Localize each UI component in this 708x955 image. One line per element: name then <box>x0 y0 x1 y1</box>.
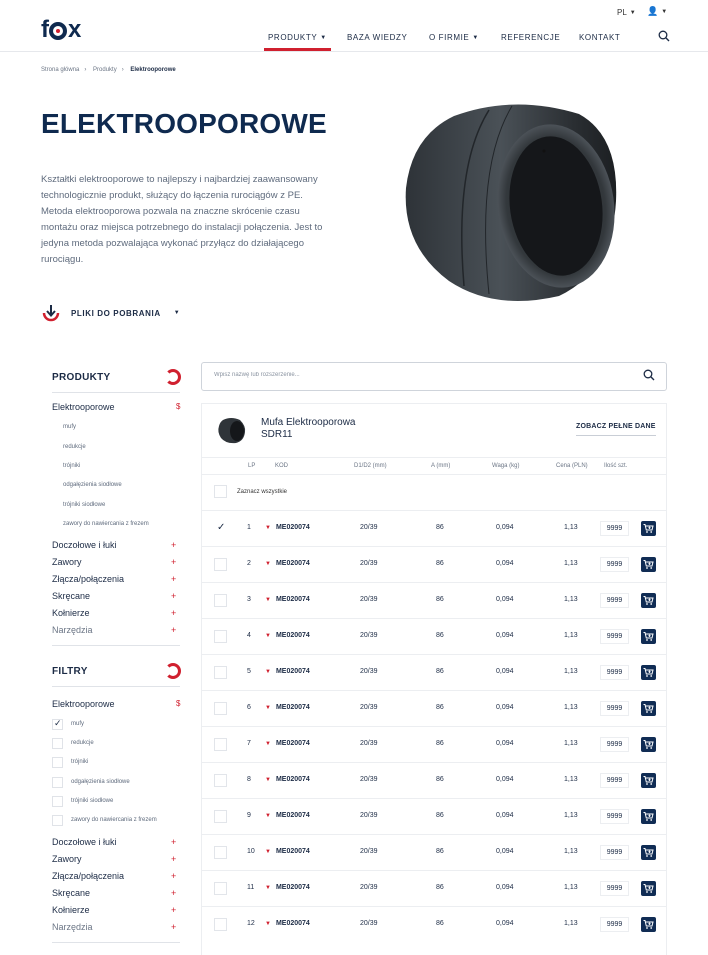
sidebar-sub-trojniki-siodlowe[interactable]: trójniki siodłowe <box>63 502 106 508</box>
row-diameter: 20/39 <box>360 596 378 603</box>
add-to-cart-button[interactable] <box>641 593 656 608</box>
add-to-cart-button[interactable] <box>641 845 656 860</box>
nav-referencje[interactable]: REFERENCJE <box>501 33 561 42</box>
row-a: 86 <box>436 776 444 783</box>
filter-label: odgałęzienia siodłowe <box>71 779 130 785</box>
row-checkbox[interactable] <box>214 594 227 607</box>
filter-checkbox-odgalezienia[interactable] <box>52 777 63 788</box>
row-a: 86 <box>436 884 444 891</box>
row-diameter: 20/39 <box>360 740 378 747</box>
filters-item-kolnierze[interactable]: Kołnierze <box>52 905 90 915</box>
col-header-d: D1/D2 (mm) <box>354 463 387 469</box>
row-weight: 0,094 <box>496 560 514 567</box>
nav-o-firmie[interactable]: O FIRMIE ▼ <box>429 33 479 42</box>
row-code[interactable]: ▼ ME020074 <box>265 524 310 531</box>
row-weight: 0,094 <box>496 920 514 927</box>
quantity-input[interactable]: 9999 <box>600 557 629 572</box>
col-header-a: A (mm) <box>431 463 451 469</box>
filter-label: trójniki siodłowe <box>71 798 114 804</box>
row-diameter: 20/39 <box>360 704 378 711</box>
add-to-cart-button[interactable] <box>641 557 656 572</box>
language-switcher[interactable]: PL ▼ <box>617 8 636 17</box>
row-checkbox[interactable] <box>214 630 227 643</box>
row-lp: 9 <box>247 812 251 819</box>
filter-label: redukcje <box>71 740 94 746</box>
row-code[interactable]: ▼ ME020074 <box>265 812 310 819</box>
col-header-waga: Waga (kg) <box>492 463 520 469</box>
row-lp: 5 <box>247 668 251 675</box>
row-price: 1,13 <box>564 560 578 567</box>
nav-produkty[interactable]: PRODUKTY ▼ <box>268 33 327 42</box>
view-full-data-link[interactable]: ZOBACZ PEŁNE DANE <box>576 423 656 436</box>
breadcrumb-produkty[interactable]: Produkty <box>93 67 117 73</box>
breadcrumb-current: Elektrooporowe <box>130 67 176 73</box>
caret-down-icon: ▼ <box>265 921 271 927</box>
filter-checkbox-zawory-frez[interactable] <box>52 815 63 826</box>
row-lp: 1 <box>247 524 251 531</box>
filter-checkbox-redukcje[interactable] <box>52 738 63 749</box>
row-code[interactable]: ▼ ME020074 <box>265 560 310 567</box>
filter-label: mufy <box>71 721 85 727</box>
row-checkbox[interactable] <box>214 810 227 823</box>
sidebar-divider <box>52 645 180 646</box>
card-divider <box>202 474 666 475</box>
row-code[interactable]: ▼ ME020074 <box>265 848 310 855</box>
row-divider <box>202 906 666 907</box>
row-lp: 12 <box>247 920 255 927</box>
sidebar-sub-redukcje[interactable]: redukcje <box>63 444 86 450</box>
sidebar-divider <box>52 942 180 943</box>
row-weight: 0,094 <box>496 812 514 819</box>
sidebar-item-narzedzia[interactable]: Narzędzia <box>52 625 93 635</box>
caret-down-icon: ▼ <box>265 705 271 711</box>
sidebar-collapse-toggle[interactable]: $ <box>176 402 181 411</box>
sidebar-sub-zawory-frez[interactable]: zawory do nawiercania z frezem <box>63 521 149 527</box>
row-price: 1,13 <box>564 884 578 891</box>
row-price: 1,13 <box>564 848 578 855</box>
row-code[interactable]: ▼ ME020074 <box>265 668 310 675</box>
quantity-input[interactable]: 9999 <box>600 917 629 932</box>
row-divider <box>202 618 666 619</box>
sidebar-products-title: PRODUKTY <box>52 372 111 383</box>
row-code[interactable]: ▼ ME020074 <box>265 740 310 747</box>
row-divider <box>202 654 666 655</box>
row-divider <box>202 870 666 871</box>
row-price: 1,13 <box>564 668 578 675</box>
filters-item-skrecane[interactable]: Skręcane <box>52 888 91 898</box>
row-diameter: 20/39 <box>360 848 378 855</box>
caret-down-icon: ▼ <box>265 597 271 603</box>
chevron-down-icon: ▼ <box>320 35 327 41</box>
row-code[interactable]: ▼ ME020074 <box>265 596 310 603</box>
row-code[interactable]: ▼ ME020074 <box>265 776 310 783</box>
row-diameter: 20/39 <box>360 812 378 819</box>
caret-down-icon: ▼ <box>265 885 271 891</box>
caret-down-icon: ▼ <box>265 561 271 567</box>
caret-down-icon: ▼ <box>265 633 271 639</box>
row-code[interactable]: ▼ ME020074 <box>265 704 310 711</box>
plus-icon[interactable]: + <box>171 922 177 932</box>
sidebar-item-skrecane[interactable]: Skręcane <box>52 591 91 601</box>
plus-icon[interactable]: + <box>171 854 177 864</box>
row-weight: 0,094 <box>496 776 514 783</box>
row-code[interactable]: ▼ ME020074 <box>265 920 310 927</box>
row-lp: 2 <box>247 560 251 567</box>
quantity-input[interactable]: 9999 <box>600 809 629 824</box>
row-divider <box>202 762 666 763</box>
row-price: 1,13 <box>564 920 578 927</box>
row-price: 1,13 <box>564 776 578 783</box>
row-lp: 8 <box>247 776 251 783</box>
caret-down-icon: ▼ <box>265 849 271 855</box>
row-code[interactable]: ▼ ME020074 <box>265 884 310 891</box>
sidebar-item-zawory[interactable]: Zawory <box>52 557 82 567</box>
plus-icon[interactable]: + <box>171 905 177 915</box>
sidebar-sub-odgalezienia[interactable]: odgałęzienia siodłowe <box>63 482 122 488</box>
row-a: 86 <box>436 740 444 747</box>
filters-category[interactable]: Elektrooporowe <box>52 699 115 709</box>
header-divider <box>0 51 708 52</box>
add-to-cart-button[interactable] <box>641 737 656 752</box>
row-checkbox[interactable] <box>214 666 227 679</box>
quantity-input[interactable]: 9999 <box>600 701 629 716</box>
plus-icon[interactable]: + <box>171 837 177 847</box>
row-lp: 10 <box>247 848 255 855</box>
page-title: ELEKTROOPOROWE <box>41 108 327 139</box>
row-price: 1,13 <box>564 704 578 711</box>
caret-down-icon: ▼ <box>265 669 271 675</box>
row-diameter: 20/39 <box>360 776 378 783</box>
sidebar-active-category[interactable]: Elektrooporowe <box>52 402 115 412</box>
row-weight: 0,094 <box>496 596 514 603</box>
row-divider <box>202 726 666 727</box>
plus-icon[interactable]: + <box>171 888 177 898</box>
sidebar-divider <box>52 686 180 687</box>
breadcrumb: Strona główna › Produkty › Elektrooporowe <box>41 67 176 73</box>
collapse-ring-icon[interactable] <box>165 369 181 385</box>
add-to-cart-button[interactable] <box>641 881 656 896</box>
nav-kontakt[interactable]: KONTAKT <box>579 33 621 42</box>
row-price: 1,13 <box>564 596 578 603</box>
row-divider <box>202 582 666 583</box>
filters-item-narzedzia[interactable]: Narzędzia <box>52 922 93 932</box>
search-icon[interactable] <box>658 30 670 45</box>
select-all-checkbox[interactable] <box>214 485 227 498</box>
filter-checkbox-trojniki[interactable] <box>52 757 63 768</box>
sidebar-item-doczolowe[interactable]: Doczołowe i łuki <box>52 540 117 550</box>
product-name[interactable]: Mufa Elektrooporowa SDR11 <box>261 417 356 440</box>
quantity-input[interactable]: 9999 <box>600 881 629 896</box>
row-weight: 0,094 <box>496 740 514 747</box>
row-diameter: 20/39 <box>360 920 378 927</box>
row-divider <box>202 510 666 511</box>
plus-icon[interactable]: + <box>171 591 177 601</box>
row-lp: 3 <box>247 596 251 603</box>
add-to-cart-button[interactable] <box>641 917 656 932</box>
add-to-cart-button[interactable] <box>641 773 656 788</box>
filters-item-zlacza[interactable]: Złącza/połączenia <box>52 871 125 881</box>
add-to-cart-button[interactable] <box>641 809 656 824</box>
chevron-down-icon: ▼ <box>173 310 181 316</box>
sidebar-filters-title: FILTRY <box>52 666 88 677</box>
collapse-ring-icon[interactable] <box>165 663 181 679</box>
row-divider <box>202 798 666 799</box>
row-divider <box>202 834 666 835</box>
downloads-dropdown[interactable]: PLIKI DO POBRANIA ▼ <box>41 303 180 323</box>
page-description: Kształtki elektrooporowe to najlepszy i najbardziej zaawansowany technologicznie produkt, służący do łączenia rurociągów z PE. Metoda elektrooporowa pozwala na znaczne skrócenie czasu montażu oraz miejsca potrzebnego do instalacji połączenia. Jest to jedyna metoda pozwalająca wykonać przyłącz do działającego rurociągu. <box>41 174 323 265</box>
filter-label: trójniki <box>71 759 89 765</box>
sidebar-divider <box>52 392 180 393</box>
row-a: 86 <box>436 920 444 927</box>
row-weight: 0,094 <box>496 884 514 891</box>
row-checkbox[interactable] <box>214 702 227 715</box>
row-a: 86 <box>436 848 444 855</box>
caret-down-icon: ▼ <box>265 741 271 747</box>
quantity-input[interactable]: 9999 <box>600 737 629 752</box>
add-to-cart-button[interactable] <box>641 701 656 716</box>
col-header-lp: LP <box>248 463 256 469</box>
row-a: 86 <box>436 524 444 531</box>
row-diameter: 20/39 <box>360 560 378 567</box>
filters-collapse-toggle[interactable]: $ <box>176 699 181 708</box>
row-code[interactable]: ▼ ME020074 <box>265 632 310 639</box>
user-icon[interactable]: 👤 ▼ <box>647 6 668 16</box>
row-a: 86 <box>436 632 444 639</box>
row-weight: 0,094 <box>496 704 514 711</box>
row-checkbox[interactable] <box>214 558 227 571</box>
sidebar-sub-trojniki[interactable]: trójniki <box>63 463 81 469</box>
row-divider <box>202 690 666 691</box>
row-lp: 7 <box>247 740 251 747</box>
add-to-cart-button[interactable] <box>641 521 656 536</box>
plus-icon[interactable]: + <box>171 608 177 618</box>
row-a: 86 <box>436 596 444 603</box>
filter-checkbox-trojniki-siodlowe[interactable] <box>52 796 63 807</box>
row-checkbox[interactable] <box>214 738 227 751</box>
row-checkbox[interactable] <box>214 522 227 535</box>
row-a: 86 <box>436 704 444 711</box>
filters-item-zawory[interactable]: Zawory <box>52 854 82 864</box>
row-price: 1,13 <box>564 524 578 531</box>
row-weight: 0,094 <box>496 632 514 639</box>
plus-icon[interactable]: + <box>171 871 177 881</box>
row-checkbox[interactable] <box>214 882 227 895</box>
sidebar-sub-mufy[interactable]: mufy <box>63 424 77 430</box>
row-weight: 0,094 <box>496 524 514 531</box>
caret-down-icon: ▼ <box>265 813 271 819</box>
product-card <box>201 403 667 955</box>
add-to-cart-button[interactable] <box>641 665 656 680</box>
breadcrumb-home[interactable]: Strona główna <box>41 67 80 73</box>
col-header-cena: Cena (PLN) <box>556 463 588 469</box>
quantity-input[interactable]: 9999 <box>600 845 629 860</box>
nav-baza-wiedzy[interactable]: BAZA WIEDZY <box>347 33 408 42</box>
quantity-input[interactable]: 9999 <box>600 665 629 680</box>
plus-icon[interactable]: + <box>171 574 177 584</box>
filter-label: zawory do nawiercania z frezem <box>71 817 157 823</box>
row-price: 1,13 <box>564 632 578 639</box>
row-diameter: 20/39 <box>360 632 378 639</box>
row-divider <box>202 546 666 547</box>
chevron-down-icon: ▼ <box>472 35 479 41</box>
filters-item-doczolowe[interactable]: Doczołowe i łuki <box>52 837 117 847</box>
caret-down-icon: ▼ <box>265 525 271 531</box>
plus-icon[interactable]: + <box>171 625 177 635</box>
row-a: 86 <box>436 812 444 819</box>
row-checkbox[interactable] <box>214 774 227 787</box>
product-image <box>394 96 624 306</box>
quantity-input[interactable]: 9999 <box>600 773 629 788</box>
select-all-label: Zaznacz wszystkie <box>237 489 288 495</box>
row-a: 86 <box>436 560 444 567</box>
quantity-input[interactable]: 9999 <box>600 629 629 644</box>
quantity-input[interactable]: 9999 <box>600 521 629 536</box>
row-a: 86 <box>436 668 444 675</box>
quantity-input[interactable]: 9999 <box>600 593 629 608</box>
card-divider <box>202 457 666 458</box>
search-input[interactable] <box>214 372 614 378</box>
filter-checkbox-mufy[interactable] <box>52 719 63 730</box>
row-diameter: 20/39 <box>360 884 378 891</box>
product-search <box>201 362 667 391</box>
row-diameter: 20/39 <box>360 668 378 675</box>
row-lp: 4 <box>247 632 251 639</box>
plus-icon[interactable]: + <box>171 540 177 550</box>
sidebar-item-zlacza[interactable]: Złącza/połączenia <box>52 574 125 584</box>
row-price: 1,13 <box>564 812 578 819</box>
row-weight: 0,094 <box>496 848 514 855</box>
main-nav <box>0 33 708 53</box>
col-header-kod: KOD <box>275 463 289 469</box>
download-icon <box>41 303 61 323</box>
row-checkbox[interactable] <box>214 918 227 931</box>
row-checkbox[interactable] <box>214 846 227 859</box>
add-to-cart-button[interactable] <box>641 629 656 644</box>
sidebar-item-kolnierze[interactable]: Kołnierze <box>52 608 90 618</box>
caret-down-icon: ▼ <box>265 777 271 783</box>
row-diameter: 20/39 <box>360 524 378 531</box>
plus-icon[interactable]: + <box>171 557 177 567</box>
search-icon[interactable] <box>643 369 655 384</box>
product-thumbnail <box>216 416 246 444</box>
col-header-ilosc: Ilość szt. <box>604 463 628 469</box>
row-price: 1,13 <box>564 740 578 747</box>
row-lp: 6 <box>247 704 251 711</box>
fox-logo[interactable]: f x <box>41 16 81 43</box>
row-weight: 0,094 <box>496 668 514 675</box>
row-lp: 11 <box>247 884 255 891</box>
